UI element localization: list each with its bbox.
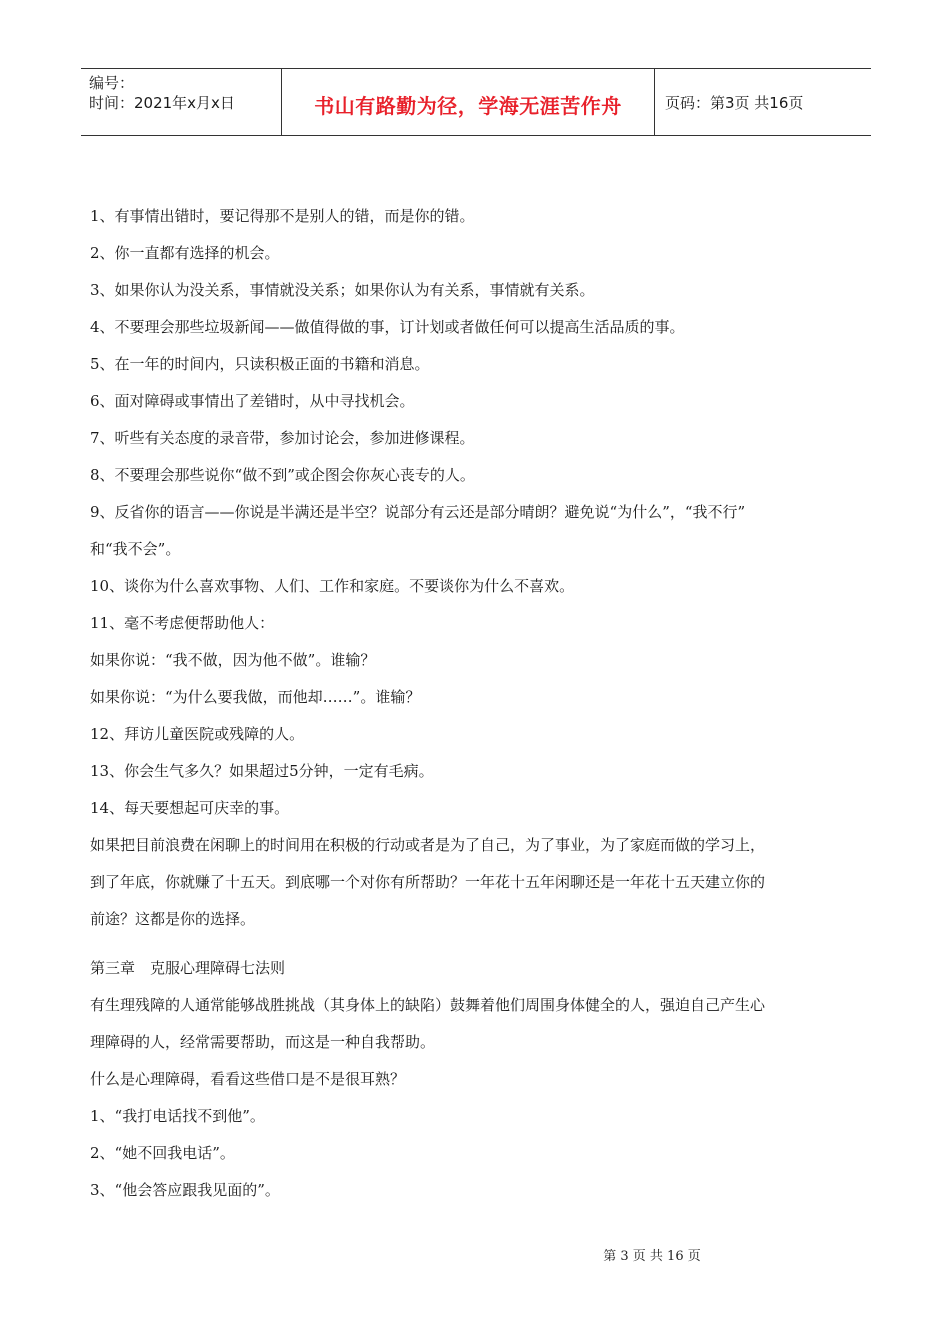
- chapter-heading: 第三章 克服心理障碍七法则: [90, 959, 286, 977]
- body-line: 13、你会生气多久？如果超过5分钟，一定有毛病。: [90, 762, 434, 780]
- body-line: 前途？这都是你的选择。: [90, 910, 256, 928]
- header-page-info: 页码：第3页 共16页: [665, 93, 804, 112]
- body-line: 14、每天要想起可庆幸的事。: [90, 799, 290, 817]
- body-line: 2、你一直都有选择的机会。: [90, 244, 280, 262]
- body-line: 如果你说：“我不做，因为他不做”。谁输？: [90, 651, 376, 669]
- document-body: [90, 198, 860, 1209]
- header-meta-cell: [81, 69, 282, 135]
- header-motto: 书山有路勤为径，学海无涯苦作舟: [314, 93, 622, 118]
- header-motto-cell: [282, 69, 655, 135]
- chapter-line: 有生理残障的人通常能够战胜挑战（其身体上的缺陷）鼓舞着他们周围身体健全的人，强迫自己产生心: [90, 996, 766, 1014]
- body-line: 4、不要理会那些垃圾新闻——做值得做的事，订计划或者做任何可以提高生活品质的事。: [90, 318, 685, 336]
- chapter-line: 2、“她不回我电话”。: [90, 1144, 235, 1162]
- body-line: 10、谈你为什么喜欢事物、人们、工作和家庭。不要谈你为什么不喜欢。: [90, 577, 575, 595]
- document-number-label: 编号：: [89, 74, 135, 92]
- body-line: 3、如果你认为没关系，事情就没关系；如果你认为有关系，事情就有关系。: [90, 281, 595, 299]
- header-page-cell: [655, 69, 871, 135]
- body-line: 到了年底，你就赚了十五天。到底哪一个对你有所帮助？一年花十五年闲聊还是一年花十五天建立你的: [90, 873, 766, 891]
- document-date-label: 时间：2021年x月x日: [89, 94, 235, 112]
- body-line: 11、毫不考虑便帮助他人：: [90, 614, 275, 632]
- body-line: 8、不要理会那些说你“做不到”或企图会你灰心丧专的人。: [90, 466, 475, 484]
- body-line: 12、拜访儿童医院或残障的人。: [90, 725, 305, 743]
- body-line: 1、有事情出错时，要记得那不是别人的错，而是你的错。: [90, 207, 475, 225]
- body-line: 5、在一年的时间内，只读积极正面的书籍和消息。: [90, 355, 430, 373]
- chapter-line: 什么是心理障碍，看看这些借口是不是很耳熟？: [90, 1070, 406, 1088]
- page-header: [81, 68, 871, 136]
- body-line: 7、听些有关态度的录音带，参加讨论会，参加进修课程。: [90, 429, 475, 447]
- footer-page-number: 第 3 页 共 16 页: [603, 1249, 701, 1264]
- page-footer: [0, 1245, 950, 1264]
- body-line: 6、面对障碍或事情出了差错时，从中寻找机会。: [90, 392, 415, 410]
- body-line: 如果把目前浪费在闲聊上的时间用在积极的行动或者是为了自己，为了事业，为了家庭而做的学习上，: [90, 836, 766, 854]
- chapter-line: 3、“他会答应跟我见面的”。: [90, 1181, 280, 1199]
- chapter-line: 1、“我打电话找不到他”。: [90, 1107, 265, 1125]
- chapter-line: 理障碍的人，经常需要帮助，而这是一种自我帮助。: [90, 1033, 436, 1051]
- body-line: 和“我不会”。: [90, 540, 181, 558]
- body-line: 如果你说：“为什么要我做，而他却……”。谁输？: [90, 688, 421, 706]
- body-line: 9、反省你的语言——你说是半满还是半空？说部分有云还是部分晴朗？避免说“为什么”，“我不行”: [90, 503, 746, 521]
